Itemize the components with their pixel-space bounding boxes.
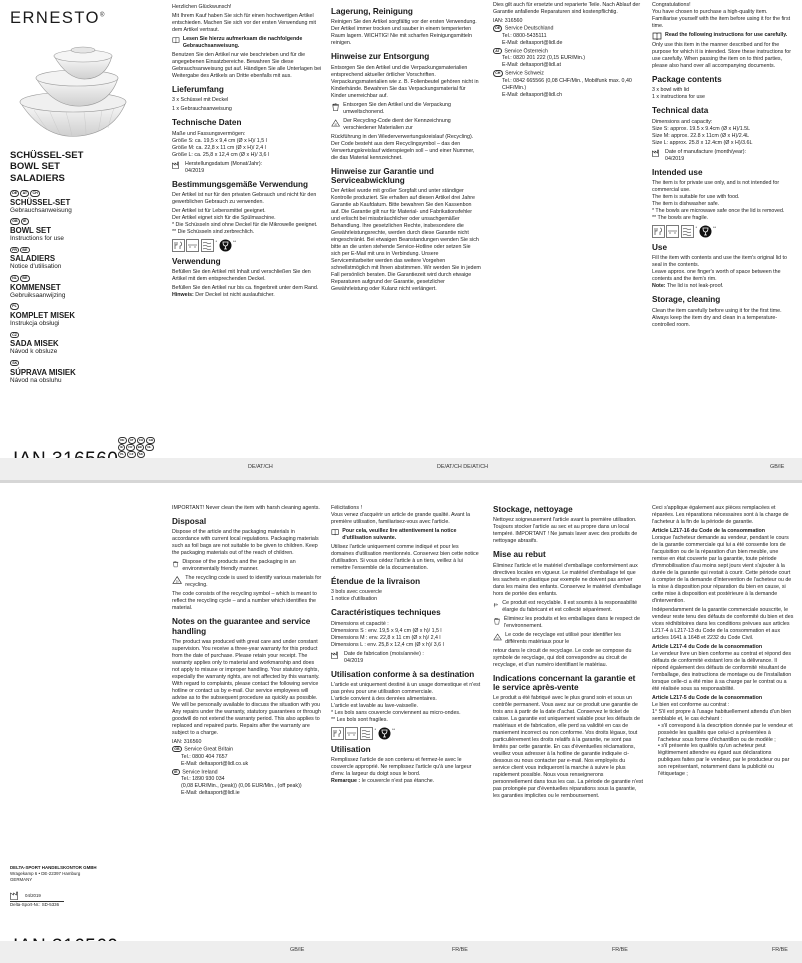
fr-intro-2: Utilisez l'article uniquement comme indiqué et pour les domaines d'utilisation mentionnés. Conservez bien cette notice d'utilisation. Si vous cédez l'article à un tiers, veillez à lui remettre l'ensemble de la documentation.	[331, 543, 479, 571]
language-list	[10, 190, 150, 388]
de-use-line: * Die Schüsseln sind ohne Deckel für die Mikrowelle geeignet.	[172, 221, 318, 228]
food-safe-icon	[652, 225, 665, 238]
factory-date-icon	[652, 149, 662, 157]
de-use-line: Der Artikel ist für Lebensmittel geeignet.	[172, 207, 266, 214]
language-entry	[10, 190, 150, 215]
service-mail[interactable]: E-Mail: deltasport@lidl.ch	[502, 91, 563, 98]
country-code-badge: BE	[20, 247, 29, 254]
de-intro-2: Benutzen Sie den Artikel nur wie beschrieben und für die angegebenen Einsatzbereiche. Bewahren Sie diese Gebrauchsanweisung gut auf. Händigen Sie alle Unterlagen bei Weitergabe des Artikels an Dritte ebenfalls mit aus.	[172, 51, 322, 79]
company-date-row: 04/2019	[10, 891, 160, 900]
en-read-note: Read the following instructions for use carefully.	[652, 32, 794, 40]
de-greeting: Herzlichen Glückwunsch!	[172, 4, 232, 10]
en-intended-line: The item is suitable for use with food.	[652, 193, 740, 200]
country-code-badge: IE	[21, 218, 29, 225]
dispose-bin-icon	[331, 102, 340, 112]
de-intro: Mit Ihrem Kauf haben Sie sich für einen hochwertigen Artikel entschieden. Machen Sie sich vor der ersten Verwendung mit dem Artikel vertraut.	[172, 12, 316, 33]
country-code-badge: GB	[10, 218, 20, 225]
de-storage-text: Reinigen Sie den Artikel sorgfältig vor der ersten Verwendung. Der Artikel immer trocken und sauber in einem temperierten Raum lagern. WICHTIG! Nie mit scharfen Reinigungsmitteln reinigen.	[331, 19, 477, 47]
fragile-glass-icon	[699, 225, 712, 238]
fr-article-item: • s'il présente les qualités qu'un acheteur peut légitimement attendre eu égard aux déclarations publiques faites par le vendeur, par le producteur ou par son représentant, notamment dans la publicité ou l'étiquetage ;	[658, 743, 790, 778]
dispose-bin-icon	[493, 616, 501, 626]
service-tel: Tel.: 1890 930 034	[181, 776, 225, 783]
country-code-badge: CZ	[10, 332, 19, 339]
fr-tech-heading: Caractéristiques techniques	[331, 608, 441, 618]
fr-article-text: Lorsque l'acheteur demande au vendeur, pendant le cours de la garantie commerciale qui lui a été consentie lors de l'acquisition ou de la réparation d'un bien meuble, une remise en état couverte par la garantie, toute période d'immobilisation d'au moins sept jours vient s'ajouter à la durée de la garantie qui restait à courir. Cette période court à compter de la demande d'intervention de l'acheteur ou de la mise à disposition pour réparation du bien en cause, si cette mise à disposition est postérieure à la demande d'intervention.	[652, 534, 792, 604]
country-code-badge: GB	[146, 437, 155, 444]
en-tech-line: Size M: approx. 22.8 x 11cm (Ø x H)/2.4L	[652, 132, 750, 139]
fr-read-note: Pour cela, veuillez lire attentivement la notice d'utilisation suivante.	[331, 528, 481, 542]
language-entry	[10, 247, 150, 272]
en-important: IMPORTANT! Never clean the item with harsh cleaning agents.	[172, 505, 320, 511]
en-tech-line: Size S: approx. 19.5 x 9.4cm (Ø x H)/1.5L	[652, 125, 751, 132]
food-safe-icon	[172, 239, 185, 252]
country-code-badge: IE	[118, 444, 125, 451]
en-safety-icons: * **	[652, 225, 794, 238]
fr-column-3	[652, 505, 794, 953]
de-disposal-heading: Hinweise zur Entsorgung	[331, 52, 430, 62]
de-storage-heading: Lagerung, Reinigung	[331, 7, 413, 16]
fr-column-1: Félicitations ! Vous venez d'acquérir un article de grande qualité. Avant la première utilisation, familiarisez-vous avec l'article. Pour cela, veuillez lire attentivement la notice d'utilisation suivante. Utilisez l'article uniquement comme indiqué et pour les domaines d'utilisation mentionnés. Conservez bien cette notice d'utilisation. Si vous cédez l'article à un tiers, veillez à lui remettre l'ensemble de la documentation. Étendue de la livraison 3 bols avec couvercle 1 notice d'utilisation Caractéristiques techniques Dimensions et capacité : Dimensions S : env. 19,5 x 9,4 cm (Ø x h)/ 1,5 l Dimensions M : env. 22,8 x 11 cm (Ø x h)/ 2,4 l Dimensions L : env. 25,8 x 12,4 cm (Ø x h)/ 3,6 l Date de fabrication (mois/année) : 04/2019 Utilisation conforme à sa destination L'article est uniquement destiné à un usage domestique et n'est pas prévu pour une utilisation commerciale. L'article convient à des denrées alimentaires. L'article est lavable au lave-vaisselle. * Les bols sans couvercle conviennent au micro-ondes. ** Les bols sont fragiles. * ** Utilisation Remplissez l'article de son contenu et fermez-le avec le couvercle approprié. Ne remplissez l'article qu'à une largeur d'env. la largeur du doigt sous le bord. Remarque : le couvercle n'est pas étanche.	[331, 505, 481, 785]
service-mail[interactable]: E-Mail: deltasport@lidl.de	[502, 39, 563, 46]
en-storage-text: Clean the item carefully before using it for the first time. Always keep the item dry and clean in a temperature-controlled room.	[652, 307, 782, 328]
fr-article-heading: Article L217-5 du Code de la consommation	[652, 694, 763, 701]
fr-use-line: L'article convient à des denrées alimentaires.	[331, 695, 437, 702]
fr-warranty-heading: Indications concernant la garantie et le service après-vente	[493, 673, 636, 692]
service-mail[interactable]: E-Mail: deltasport@lidl.ie	[181, 790, 240, 797]
en-tech-line: Dimensions and capacity:	[652, 118, 713, 125]
footer-label: DE/AT/CH DE/AT/CH	[437, 464, 489, 470]
fr-delivery-heading: Étendue de la livraison	[331, 576, 421, 586]
de-ian-line: IAN: 316560	[493, 17, 523, 24]
article-number: Delta-Sport-Nr.: SD-5336	[10, 901, 64, 908]
recycling-code-icon	[172, 575, 182, 585]
footer-label: DE/AT/CH	[248, 464, 273, 470]
fr-greeting: Félicitations !	[331, 505, 362, 511]
service-entry	[493, 48, 643, 70]
de-recycle-text: Rückführung in den Wiederverwertungskreislauf (Recycling). Der Code besteht aus dem Recyclingsymbol – das den Verwertungskreislauf widerspiegeln soll – und einer Nummer, die das Material kennzeichnet.	[331, 133, 475, 161]
fr-tech-line: Dimensions S : env. 19,5 x 9,4 cm (Ø x h)/ 1,5 l	[331, 627, 442, 634]
recycling-code-icon	[493, 632, 502, 642]
footer-label: FR/BE	[772, 947, 788, 953]
fr-dispose-row: Éliminez les produits et les emballages dans le respect de l'environnement.	[493, 616, 643, 630]
country-code-badge: CZ	[127, 451, 135, 458]
service-name: Service Österreich	[504, 48, 548, 55]
bottom-footer-band	[0, 941, 802, 963]
language-subtitle: Návod na obsluhu	[10, 376, 62, 384]
country-code-badge: NL	[10, 275, 19, 282]
de-disposal-icon-row: Entsorgen Sie den Artikel und die Verpackung umweltschonend.	[331, 102, 481, 116]
fr-recycle-text: retour dans le circuit de recyclage. Le code se compose du symbole de recyclage, qui doit correspondre au circuit de recyclage, et d'un numéro identifiant le matériau.	[493, 647, 632, 668]
language-title: SCHÜSSEL-SET	[10, 197, 71, 207]
service-name: Service Great Britain	[184, 746, 234, 753]
country-code-badge: BE	[20, 275, 29, 282]
fr-safety-icons: * **	[331, 727, 481, 740]
de-warranty-text: Der Artikel wurde mit großer Sorgfalt und unter ständiger Kontrolle produziert. Sie erhalten auf diesen Artikel drei Jahre Garantie ab Kaufdatum. Bitte bewahren Sie den Kassenbon auf. Die Garantie gilt nur für Material- und Fabrikationsfehler und erlischt bei missbräuchlicher oder unsachgemäßer Behandlung. Ihre gesetzlichen Rechte, insbesondere die Gewährleistungsrechte, werden durch diese Garantie nicht eingeschränkt. Bei etwaigen Beanstandungen wenden Sie sich bitte an die unten stehende Service-Hotline oder setzen Sie sich per E-Mail mit uns in Verbindung. Unsere Servicemitarbeiter werden das weitere Vorgehen schnellstmöglich mit Ihnen abstimmen. Wir werden Sie in jedem Fall persönlich beraten. Die Garantiezeit wird durch etwaige Reparaturen aufgrund der Garantie, gesetzlicher Gewährleistung oder Kulanz nicht verlängert.	[331, 188, 481, 293]
bottom-page	[0, 483, 802, 963]
en-intended-line: ** The bowls are fragile.	[652, 214, 709, 221]
top-footer-band	[0, 458, 802, 480]
language-entry	[10, 218, 150, 243]
country-code-badge: SK	[10, 360, 19, 367]
country-code-badge: CH	[30, 190, 40, 197]
fr-use-line: L'article est uniquement destiné à un usage domestique et n'est pas prévu pour une utilisation commerciale.	[331, 682, 481, 695]
footer-label: FR/BE	[452, 947, 468, 953]
bowl-set-image	[14, 30, 154, 145]
en-greeting: Congratulations!	[652, 2, 691, 8]
service-extra: (0,08 EUR/Min., (peak)) (0,06 EUR/Min., (off peak))	[181, 783, 302, 790]
fr-tech-line: Dimensions M : env. 22,8 x 11 cm (Ø x h)/ 2,4 l	[331, 634, 441, 641]
fr-delivery-item: 1 notice d'utilisation	[331, 596, 378, 603]
en-intended-heading: Intended use	[652, 167, 703, 177]
language-title: KOMMENSET	[10, 282, 61, 292]
en-warranty-heading: Notes on the guarantee and service handling	[172, 617, 311, 636]
fr-use-heading: Utilisation conforme à sa destination	[331, 669, 475, 679]
dishwasher-icon	[186, 239, 199, 252]
fr-article-heading: Article L217-16 du Code de la consommation	[652, 527, 766, 534]
en-storage-heading: Storage, cleaning	[652, 295, 721, 305]
en-intro-2: Only use this item in the manner described and for the purpose for which it is intended. Store these instructions for use carefully. When passing the item on to third parties, please also hand over all accompanying documents.	[652, 41, 791, 69]
en-disposal-icon-row: Dispose of the products and the packaging in an environmentally friendly manner.	[172, 559, 322, 573]
language-entry	[10, 332, 150, 357]
microwave-icon	[681, 225, 694, 238]
fr-disposal-text: Éliminez l'article et le matériel d'emballage conformément aux directives locales en vigueur. Le matériel d'emballage tel que les sachets en plastique par exemple ne doivent pas arriver dans les mains des enfants. Conservez le matériel d'emballage hors de portée des enfants.	[493, 562, 642, 597]
language-title: SÚPRAVA MISIEK	[10, 367, 76, 377]
de-tech-line: Größe S: ca. 19,5 x 9,4 cm (Ø x H)/ 1,5 l	[172, 137, 267, 144]
service-mail[interactable]: E-Mail: deltasport@lidl.at	[502, 62, 561, 69]
language-title: SALADIERS	[10, 254, 56, 264]
en-package-heading: Package contents	[652, 74, 722, 84]
country-code-badge: CH	[137, 437, 146, 444]
svg-text:20: 20	[334, 123, 337, 126]
en-column-1: Congratulations! You have chosen to purchase a high-quality item. Familiarise yourself with the item before using it for the first time. Read the following instructions for use carefully. Only use this item in the manner described and for the purpose for which it is intended. Store these instructions for use carefully. When passing the item on to third parties, please also hand over all accompanying documents. Package contents 3 x bowl with lid 1 x instructions for use Technical data Dimensions and capacity: Size S: approx. 19.5 x 9.4cm (Ø x H)/1.5L Size M: approx. 22.8 x 11cm (Ø x H)/2.4L Size L: approx. 25.8 x 12.4cm (Ø x H)/3.6L Date of manufacture (month/year): 04/2019 Intended use The item is for private use only, and is not intended for commercial use. The item is suitable for use with food. The item is dishwasher safe. * The bowls are microwave safe once the lid is removed. ** The bowls are fragile. * ** Use Fill the item with contents and use the item's original lid to seal in the contents. Leave approx. one finger's worth of space between the contents and the item's rim. Note: The lid is not leak-proof. Storage, cleaning Clean the item carefully before using it for the first time. Always keep the item dry and clean in a temperature-controlled room.	[652, 2, 794, 450]
service-entry	[493, 70, 643, 99]
factory-date-icon	[331, 651, 341, 659]
fr-storage-heading: Stockage, nettoyage	[493, 505, 573, 514]
en-use-line: Fill the item with contents and use the item's original lid to seal in the contents.	[652, 255, 787, 269]
en-service-list	[172, 746, 322, 797]
de-service-list	[493, 25, 643, 99]
en-disposal-heading: Disposal	[172, 516, 207, 526]
language-subtitle: Gebrauchsanweisung	[10, 206, 72, 214]
fr-article-item: 1° S'il est propre à l'usage habituellement attendu d'un bien semblable et, le cas échéant :	[652, 708, 792, 722]
language-subtitle: Instructions for use	[10, 235, 64, 243]
cover-title: SCHÜSSEL-SET BOWL SET SALADIERS	[10, 150, 84, 184]
de-tech-line: Maße und Fassungsvermögen:	[172, 130, 246, 137]
factory-date-icon	[10, 891, 22, 900]
country-code-badge: AT	[128, 437, 136, 444]
factory-date-icon	[172, 161, 182, 169]
country-code-badge: GB	[172, 746, 182, 753]
de-warranty-heading: Hinweise zur Garantie und Serviceabwicklung	[331, 166, 434, 185]
fr-use-line: L'article est lavable au lave-vaisselle.	[331, 702, 418, 709]
fr-column-2	[493, 505, 643, 953]
recycling-code-icon	[331, 118, 340, 128]
language-subtitle: Gebruiksaanwijzing	[10, 291, 66, 299]
de-usage-line: Befüllen Sie den Artikel nur bis ca. fingerbreit unter dem Rand.	[172, 285, 319, 292]
service-tel: Tel.: 0800 404 7657	[181, 753, 228, 760]
country-code-badge: DE	[10, 190, 19, 197]
de-tech-heading: Technische Daten	[172, 118, 242, 128]
language-entry	[10, 275, 150, 300]
en-intro: You have chosen to purchase a high-quality item. Familiarise yourself with the item before using it for the first time.	[652, 8, 791, 29]
de-delivery-heading: Lieferumfang	[172, 84, 224, 94]
country-code-badge: DE	[493, 25, 502, 32]
fr-article-item: • s'il correspond à la description donnée par le vendeur et possède les qualités que celui-ci a présentées à l'acheteur sous forme d'échantillon ou de modèle ;	[658, 722, 793, 743]
fr-use-line: ** Les bols sont fragiles.	[331, 716, 388, 723]
en-package-item: 1 x instructions for use	[652, 94, 705, 101]
fr-recyclable-row: Ce produit est recyclable. Il est soumis à la responsabilité élargie du fabricant et est collecté séparément.	[493, 600, 643, 614]
en-use-line: Leave approx. one finger's worth of space between the contents and the item's rim.	[652, 269, 781, 283]
fr-usage-text: Remplissez l'article de son contenu et fermez-le avec le couvercle approprié. Ne remplissez l'article qu'à une largeur d'env. la largeur du doigt sous le bord.	[331, 757, 472, 778]
en-recycle-icon-row: 20 The recycling code is used to identify various materials for recycling.	[172, 575, 322, 589]
country-code-badge: FR	[126, 444, 134, 451]
language-subtitle: Notice d'utilisation	[10, 263, 62, 271]
fr-date-row: Date de fabrication (mois/année) : 04/2019	[331, 651, 481, 665]
country-code-badge: FR	[10, 247, 19, 254]
fr-delivery-item: 3 bols avec couvercle	[331, 589, 382, 596]
service-tel: Tel.: 0820 201 222 (0,15 EUR/Min.)	[502, 55, 586, 62]
fr-warranty-text: Le produit a été fabriqué avec le plus grand soin et sous un contrôle permanent. Vous avez sur ce produit une garantie de trois ans à partir de la date d'achat. Conservez le ticket de caisse. La garantie est uniquement valable pour les défauts de matériaux et de fabrication, elle perd sa validité en cas de maniement incorrect ou non conforme. Vos droits légaux, tout particulièrement les droits relatifs à la garantie, ne sont pas limités par cette garantie. En cas d'éventuelles réclamations, veuillez vous adresser à la hotline de garantie indiquée ci-dessous ou nous contacter par e-mail. Nos employés du service client vous indiqueront la marche à suivre le plus rapidement possible. Nous vous renseignerons personnellement dans tous les cas. La période de garantie n'est pas prolongée par d'éventuelles réparations sous la garantie, les garanties implicites ou le remboursement.	[493, 695, 643, 800]
language-entry	[10, 360, 150, 385]
fr-tech-line: Dimensions L : env. 25,8 x 12,4 cm (Ø x h)/ 3,6 l	[331, 641, 444, 648]
de-read-note: Lesen Sie hierzu aufmerksam die nachfolgende Gebrauchsanweisung.	[172, 36, 322, 50]
de-use-line: Der Artikel ist nur für den privaten Gebrauch und nicht für den gewerblichen Gebrauch zu verwenden.	[172, 191, 317, 205]
country-code-badge: NL	[145, 444, 153, 451]
fr-usage-heading: Utilisation	[331, 744, 371, 754]
svg-text:20: 20	[175, 580, 179, 584]
de-delivery-item: 1 x Gebrauchsanweisung	[172, 106, 232, 113]
book-icon	[331, 528, 339, 536]
en-column-2	[172, 505, 322, 953]
dispose-bin-icon	[172, 559, 179, 569]
fr-storage-text: Nettoyez soigneusement l'article avant la première utilisation. Toujours stocker l'article au sec et au propre dans un local tempéré. IMPORTANT ! Ne jamais laver avec des produits de nettoyage abrasifs.	[493, 517, 638, 545]
service-name: Service Ireland	[182, 769, 218, 776]
de-disposal-text: Entsorgen Sie den Artikel und die Verpackungsmaterialien entsprechend aktueller örtlicher Vorschriften. Verpackungsmaterialien wie z. B. Folienbeutel gehören nicht in Kinderhände. Bewahren Sie das Verpackungsmaterial für Kinder unerreichbar auf.	[331, 64, 479, 99]
language-title: BOWL SET	[10, 226, 52, 235]
fr-article-heading: Article L217-4 du Code de la consommation	[652, 643, 763, 650]
service-entry	[172, 769, 322, 798]
dishwasher-icon	[345, 727, 358, 740]
country-code-badge: SK	[137, 451, 146, 458]
microwave-icon	[201, 239, 214, 252]
ian-flags	[118, 437, 160, 459]
en-use-heading: Use	[652, 242, 668, 252]
country-code-badge: AT	[493, 48, 502, 55]
book-icon	[652, 32, 662, 40]
de-date-row: Herstellungsdatum (Monat/Jahr): 04/2019	[172, 161, 322, 175]
service-entry	[493, 25, 643, 47]
service-entry	[172, 746, 322, 768]
fr-disposal-heading: Mise au rebut	[493, 550, 546, 560]
country-code-badge: CH	[493, 70, 503, 77]
en-intended-line: The item is for private use only, and is not intended for commercial use.	[652, 180, 780, 193]
de-column-2	[331, 2, 481, 450]
en-ian-line: IAN: 316560	[172, 738, 202, 745]
triman-icon	[493, 600, 499, 611]
service-name: Service Schweiz	[505, 70, 544, 77]
service-mail[interactable]: E-Mail: deltasport@lidl.co.uk	[181, 760, 249, 767]
fr-use-line: * Les bols sans couvercle conviennent au micro-ondes.	[331, 709, 461, 716]
footer-label: GB/IE	[770, 464, 785, 470]
language-title: KOMPLET MISEK	[10, 310, 75, 320]
de-usage-heading: Verwendung	[172, 256, 221, 266]
en-intended-line: * The bowls are microwave safe once the lid is removed.	[652, 207, 785, 214]
country-code-badge: BE	[136, 444, 145, 451]
de-use-heading: Bestimmungsgemäße Verwendung	[172, 179, 309, 189]
service-name: Service Deutschland	[504, 25, 554, 32]
footer-label: FR/BE	[612, 947, 628, 953]
footer-label: GB/IE	[290, 947, 305, 953]
language-entry	[10, 303, 150, 328]
country-code-badge: AT	[20, 190, 29, 197]
service-tel: Tel.: 0800-5435111	[502, 32, 547, 39]
fragile-glass-icon	[219, 239, 232, 252]
de-usage-line: Befüllen Sie den Artikel mit Inhalt und verschließen Sie den Artikel mit dem entsprechenden Deckel.	[172, 269, 311, 283]
en-intended-line: The item is dishwasher safe.	[652, 200, 720, 207]
de-tech-line: Größe L: ca. 25,8 x 12,4 cm (Ø x H)/ 3,6 l	[172, 151, 270, 158]
de-column-3	[493, 2, 643, 450]
de-warranty-continued: Dies gilt auch für ersetzte und reparierte Teile. Nach Ablauf der Garantie anfallende Reparaturen sind kostenpflichtig.	[493, 2, 641, 15]
language-subtitle: Instrukcja obsługi	[10, 320, 60, 328]
company-address: Wragekamp 6 • DE-22397 Hamburg	[10, 871, 81, 877]
de-tech-line: Größe M: ca. 22,8 x 11 cm (Ø x H)/ 2,4 l	[172, 144, 266, 151]
language-title: SADA MISEK	[10, 339, 59, 349]
top-page	[0, 0, 802, 480]
de-recycle-icon-row: 20 Der Recycling-Code dient der Kennzeichnung verschiedener Materialien zur	[331, 118, 481, 132]
company-info	[10, 865, 160, 909]
en-tech-line: Size L: approx. 25.8 x 12.4cm (Ø x H)/3.6L	[652, 139, 753, 146]
fr-article-text: Indépendamment de la garantie commerciale souscrite, le vendeur reste tenu des défauts de conformité du bien et des vices rédhibitoires dans les conditions prévues aux articles L217-4 à L217-13 du Code de la consommation et aux articles 1641 à 1648 et 2232 du Code Civil.	[652, 606, 794, 641]
en-recycle-text: The code consists of the recycling symbol – which is meant to reflect the recycling cycle – and a number which identifies the material.	[172, 591, 317, 612]
de-use-line: ** Die Schüsseln sind zerbrechlich.	[172, 228, 255, 235]
fr-legal-intro: Ceci s'applique également aux pièces remplacées et réparées. Les réparations nécessaires sont à la charge de l'acheteur à la fin de la période de garantie.	[652, 505, 789, 525]
fr-intro: Vous venez d'acquérir un article de grande qualité. Avant la première utilisation, familiarisez-vous avec l'article.	[331, 511, 471, 525]
country-code-badge: IE	[172, 769, 180, 776]
de-safety-icons: * **	[172, 239, 322, 252]
en-disposal-text: Dispose of the article and the packaging materials in accordance with current local regulations. Packaging materials such as foil bags are not suitable to be given to children. Keep the packaging materials out of the reach of children.	[172, 529, 319, 557]
fragile-glass-icon	[378, 727, 391, 740]
de-column-1: Herzlichen Glückwunsch! Mit Ihrem Kauf haben Sie sich für einen hochwertigen Artikel entschieden. Machen Sie sich vor der ersten Verwendung mit dem Artikel vertraut. Lesen Sie hierzu aufmerksam die nachfolgende Gebrauchsanweisung. Benutzen Sie den Artikel nur wie beschrieben und für die angegebenen Einsatzbereiche. Bewahren Sie diese Gebrauchsanweisung gut auf. Händigen Sie alle Unterlagen bei Weitergabe des Artikels an Dritte ebenfalls mit aus. Lieferumfang 3 x Schüssel mit Deckel 1 x Gebrauchsanweisung Technische Daten Maße und Fassungsvermögen: Größe S: ca. 19,5 x 9,4 cm (Ø x H)/ 1,5 l Größe M: ca. 22,8 x 11 cm (Ø x H)/ 2,4 l Größe L: ca. 25,8 x 12,4 cm (Ø x H)/ 3,6 l Herstellungsdatum (Monat/Jahr): 04/2019 Bestimmungsgemäße Verwendung Der Artikel ist nur für den privaten Gebrauch und nicht für den gewerblichen Gebrauch zu verwenden. Der Artikel ist für Lebensmittel geeignet. Der Artikel eignet sich für die Spülmaschine. * Die Schüsseln sind ohne Deckel für die Mikrowelle geeignet. ** Die Schüsseln sind zerbrechlich. * ** Verwendung Befüllen Sie den Artikel mit Inhalt und verschließen Sie den Artikel mit dem entsprechenden Deckel. Befüllen Sie den Artikel nur bis ca. fingerbreit unter dem Rand. Hinweis: Der Deckel ist nicht auslaufsicher.	[172, 4, 322, 299]
brand-logo: ERNESTO®	[10, 9, 106, 27]
book-icon	[172, 36, 180, 44]
food-safe-icon	[331, 727, 344, 740]
country-code-badge: PL	[118, 451, 126, 458]
fr-recycle-icon-row: 20 Le code de recyclage est utilisé pour identifier les différents matériaux pour le	[493, 632, 643, 646]
en-date-row: Date of manufacture (month/year): 04/2019	[652, 149, 794, 163]
dishwasher-icon	[666, 225, 679, 238]
en-tech-heading: Technical data	[652, 106, 709, 116]
de-use-line: Der Artikel eignet sich für die Spülmaschine.	[172, 214, 276, 221]
country-code-badge: PL	[10, 303, 19, 310]
fr-article-text: Le vendeur livre un bien conforme au contrat et répond des défauts de conformité existant lors de la délivrance. Il répond également des défauts de conformité résultant de l'emballage, des instructions de montage ou de l'installation lorsque celle-ci a été mise à sa charge par le contrat ou a été réalisée sous sa responsabilité.	[652, 650, 792, 692]
en-warranty-text: The product was produced with great care and under constant supervision. You receive a three-year warranty for this product from the date of purchase. Please retain your receipt. The warranty applies only to material and workmanship and does not apply to misuse or improper handling. Your statutory rights, especially the warranty rights, are not affected by this warranty. With regard to complaints, please contact the following service hotline or contact us by e-mail. Our service employees will advise as to the subsequent procedure as quickly as possible. We will be personally available to discuss the situation with you Any repairs under the warranty, statutory guarantees or through goodwill do not extend the warranty period. This also applies to replaced and repaired parts. Repairs after the warranty are subject to a charge.	[172, 639, 321, 736]
service-tel: Tel.: 0842 665566 (0,08 CHF/Min., Mobilfunk max. 0,40 CHF/Min.)	[502, 77, 632, 91]
fr-tech-line: Dimensions et capacité :	[331, 620, 389, 627]
fr-article-text: Le bien est conforme au contrat :	[652, 701, 730, 708]
en-package-item: 3 x bowl with lid	[652, 87, 690, 94]
microwave-icon	[360, 727, 373, 740]
de-delivery-item: 3 x Schüssel mit Deckel	[172, 97, 229, 104]
language-subtitle: Návod k obsluze	[10, 348, 58, 356]
company-name: DELTA-SPORT HANDELSKONTOR GMBH	[10, 865, 97, 870]
svg-text:20: 20	[496, 637, 499, 640]
country-code-badge: DE	[118, 437, 127, 444]
company-country: GERMANY	[10, 877, 33, 883]
